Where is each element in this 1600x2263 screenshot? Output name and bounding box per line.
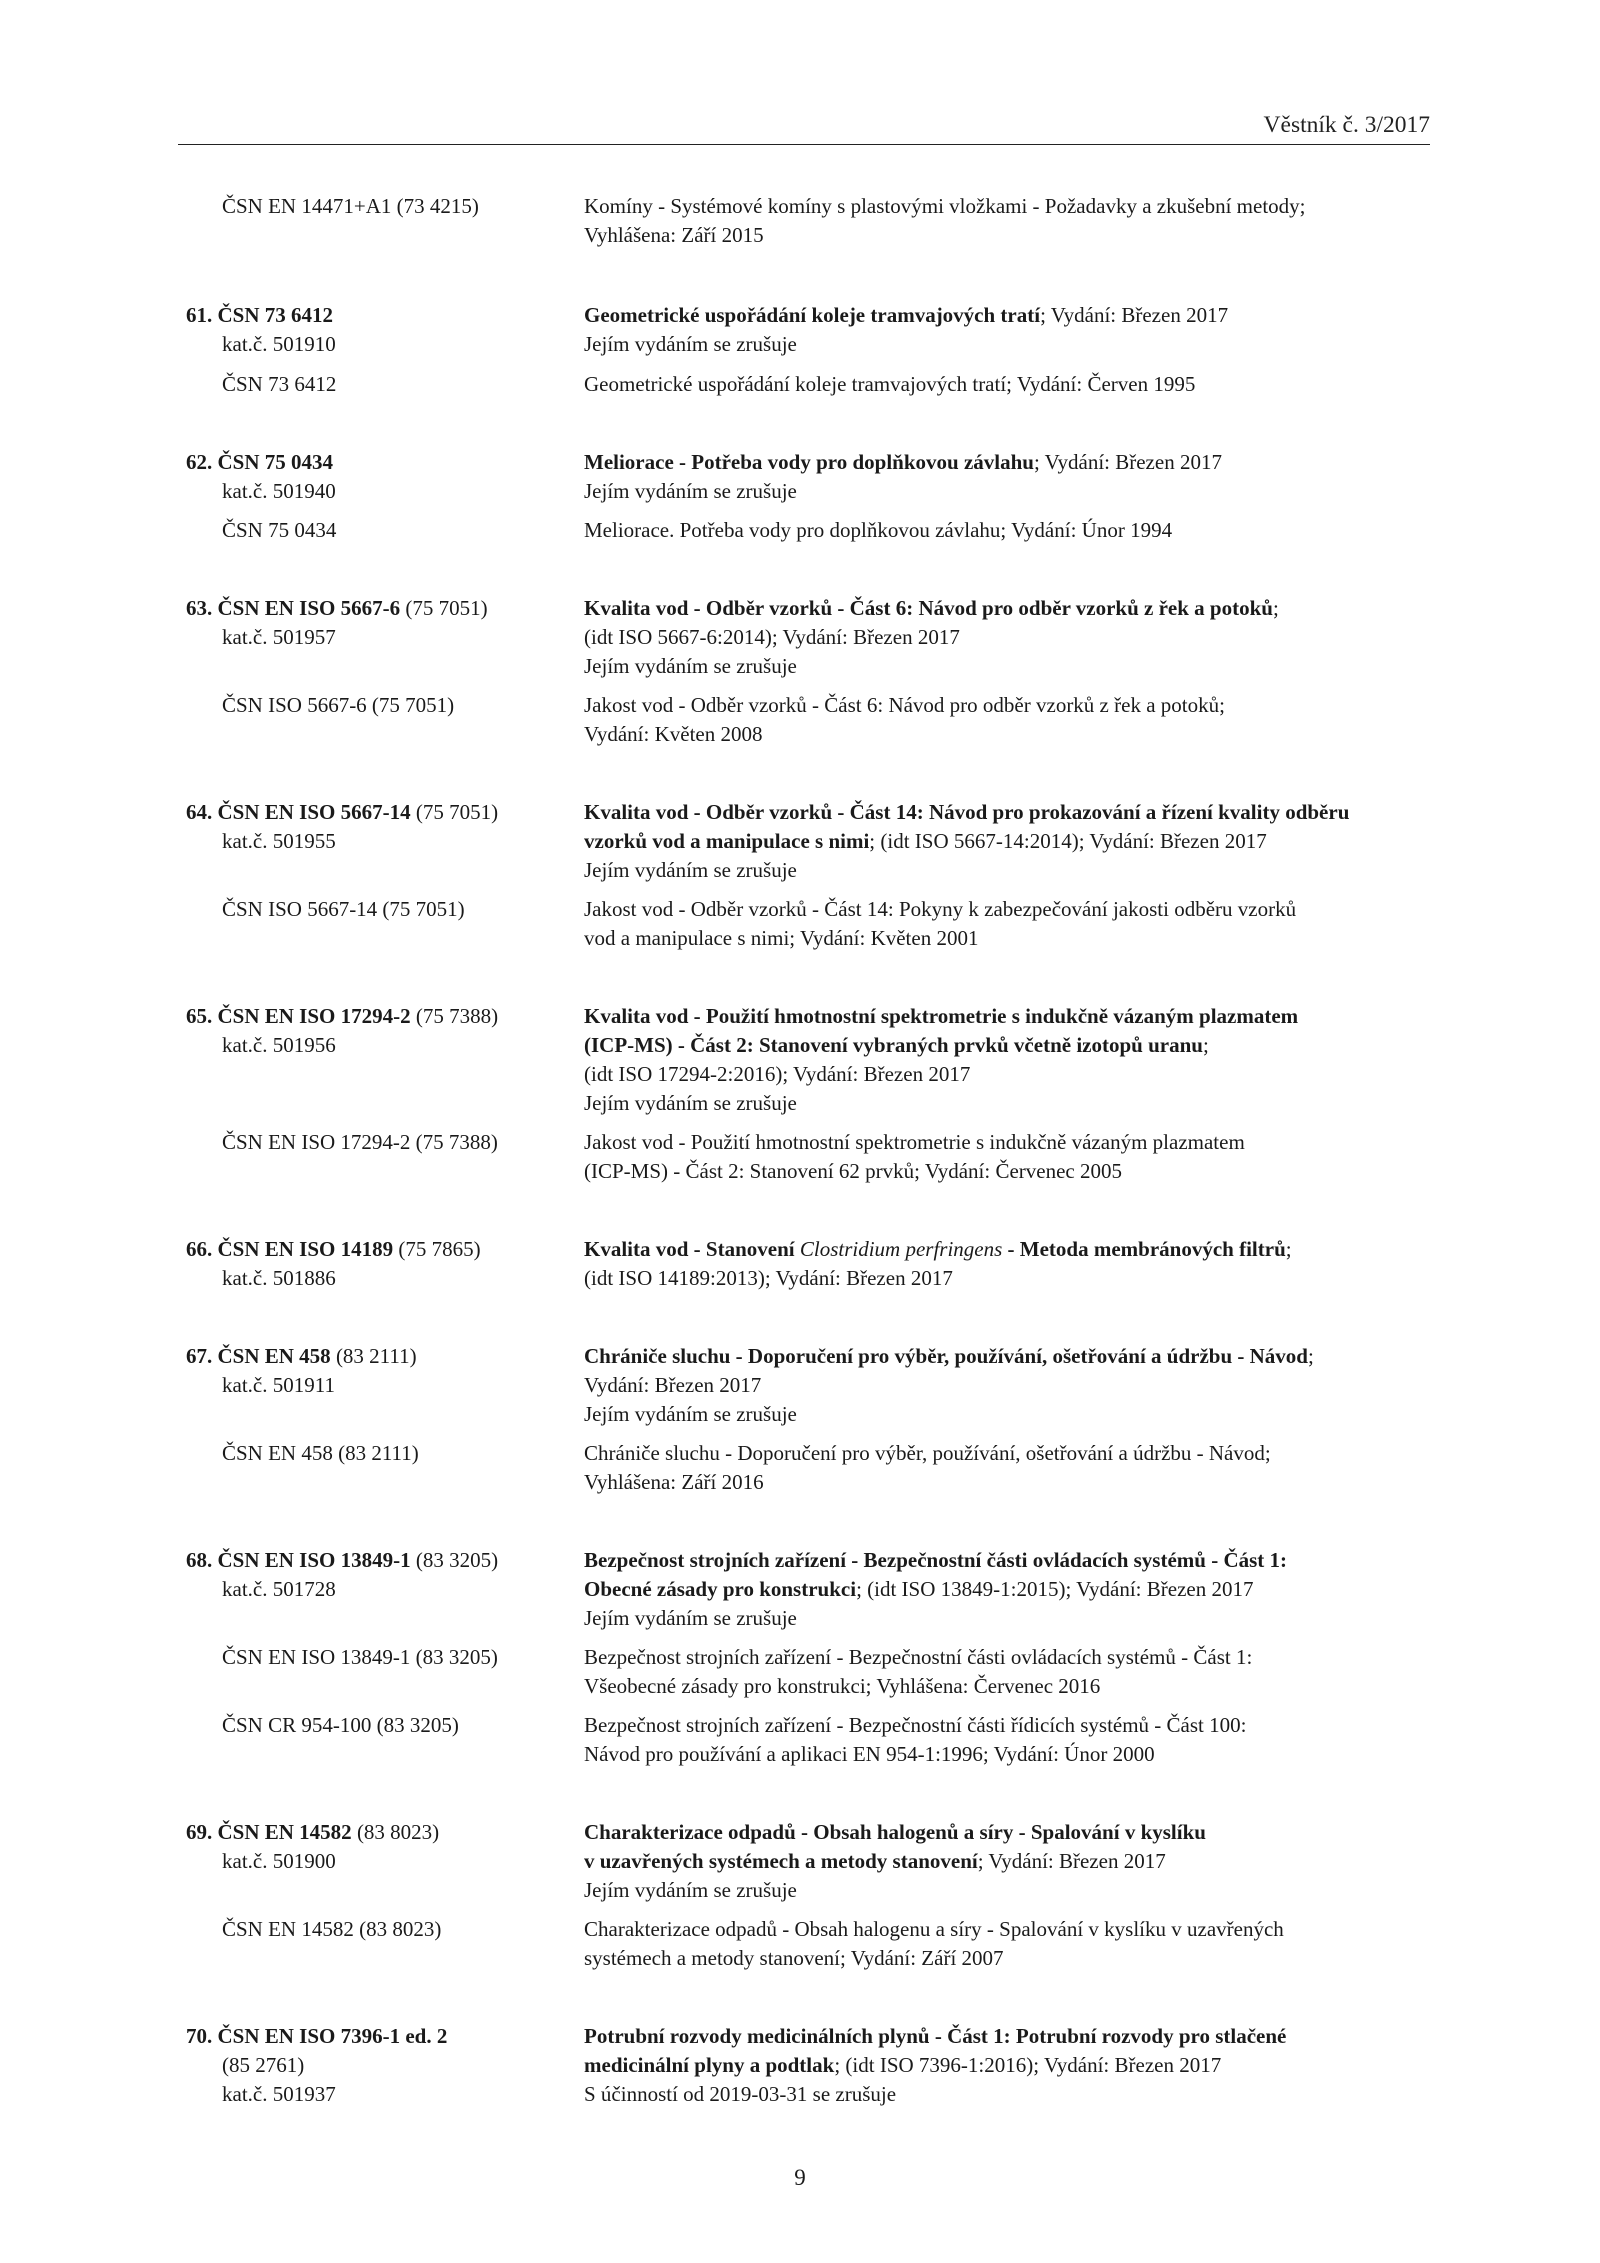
text-segment: (75 7388) xyxy=(410,1004,499,1028)
standard-code xyxy=(222,827,336,856)
text-segment: kat.č. 501728 xyxy=(222,1577,336,1601)
text-segment: 64. ČSN EN ISO 5667-14 xyxy=(186,800,411,824)
standard-number xyxy=(186,448,333,477)
standard-description-line xyxy=(584,856,797,885)
text-segment: Jejím vydáním se zrušuje xyxy=(584,479,797,503)
standard-description-line xyxy=(584,1371,761,1400)
standard-description-line xyxy=(584,827,1267,856)
text-segment: Bezpečnost strojních zařízení - Bezpečnostní části ovládacích systémů - Část 1: xyxy=(584,1645,1253,1669)
standard-description-line xyxy=(584,1157,1122,1186)
standard-code xyxy=(222,1031,336,1060)
text-segment: Jejím vydáním se zrušuje xyxy=(584,654,797,678)
text-segment: (75 7865) xyxy=(393,1237,481,1261)
text-segment: Jejím vydáním se zrušuje xyxy=(584,1878,797,1902)
standard-description-line xyxy=(584,594,1279,623)
text-segment: ČSN EN 458 (83 2111) xyxy=(222,1441,419,1465)
text-segment: ČSN EN 14471+A1 (73 4215) xyxy=(222,194,479,218)
standard-number xyxy=(186,1002,498,1031)
standard-code xyxy=(222,1643,498,1672)
standard-code xyxy=(222,1575,336,1604)
text-segment: Kvalita vod - Odběr vzorků - Část 14: Návod pro prokazování a řízení kvality odběru xyxy=(584,800,1350,824)
text-segment: (83 2111) xyxy=(330,1344,417,1368)
text-segment: v uzavřených systémech a metody stanovení xyxy=(584,1849,978,1873)
standard-code xyxy=(222,2080,336,2109)
standard-description-line xyxy=(584,924,978,953)
standard-description-line xyxy=(584,1468,764,1497)
text-segment: ; (idt ISO 5667-14:2014); Vydání: Březen 2017 xyxy=(869,829,1267,853)
standard-description-line xyxy=(584,2051,1221,2080)
standard-description-line xyxy=(584,1128,1245,1157)
text-segment: ; (idt ISO 13849-1:2015); Vydání: Březen 2017 xyxy=(856,1577,1254,1601)
standard-description-line xyxy=(584,192,1306,221)
standard-code xyxy=(222,1915,441,1944)
standard-description-line xyxy=(584,1944,1004,1973)
text-segment: Komíny - Systémové komíny s plastovými vložkami - Požadavky a zkušební metody; xyxy=(584,194,1306,218)
text-segment: kat.č. 501956 xyxy=(222,1033,336,1057)
text-segment: systémech a metody stanovení; Vydání: Září 2007 xyxy=(584,1946,1004,1970)
standard-description-line xyxy=(584,2080,896,2109)
text-segment: ČSN ISO 5667-14 (75 7051) xyxy=(222,897,465,921)
text-segment: ; xyxy=(1272,596,1279,620)
standard-number xyxy=(186,1546,498,1575)
standard-code xyxy=(222,2051,304,2080)
standard-description-line xyxy=(584,221,764,250)
text-segment: (idt ISO 5667-6:2014); Vydání: Březen 2017 xyxy=(584,625,960,649)
standard-description-line xyxy=(584,1575,1253,1604)
text-segment: Meliorace. Potřeba vody pro doplňkovou závlahu; Vydání: Únor 1994 xyxy=(584,518,1173,542)
text-segment: Jejím vydáním se zrušuje xyxy=(584,332,797,356)
standard-description-line xyxy=(584,2022,1286,2051)
text-segment: ČSN 75 0434 xyxy=(222,518,337,542)
text-segment: ; Vydání: Březen 2017 xyxy=(1040,303,1229,327)
page-number: 9 xyxy=(794,2165,806,2190)
text-segment: Jakost vod - Použití hmotnostní spektrometrie s indukčně vázaným plazmatem xyxy=(584,1130,1245,1154)
text-segment: Vydání: Březen 2017 xyxy=(584,1373,762,1397)
standard-code xyxy=(222,895,465,924)
text-segment: Meliorace - Potřeba vody pro doplňkovou závlahu xyxy=(584,450,1034,474)
standard-description-line xyxy=(584,652,797,681)
text-segment: (83 8023) xyxy=(351,1820,440,1844)
text-segment: Geometrické uspořádání koleje tramvajových tratí xyxy=(584,303,1041,327)
text-segment: Všeobecné zásady pro konstrukci; Vyhlášena: Červenec 2016 xyxy=(584,1674,1101,1698)
standard-description-line xyxy=(584,1711,1246,1740)
standard-description-line xyxy=(584,1915,1284,1944)
standard-code xyxy=(222,691,454,720)
standard-description-line xyxy=(584,1060,970,1089)
text-segment: Potrubní rozvody medicinálních plynů - Část 1: Potrubní rozvody pro stlačené xyxy=(584,2024,1287,2048)
standard-code xyxy=(222,330,336,359)
text-segment: kat.č. 501911 xyxy=(222,1373,335,1397)
text-segment: (idt ISO 14189:2013); Vydání: Březen 2017 xyxy=(584,1266,953,1290)
text-segment: ČSN EN 14582 (83 8023) xyxy=(222,1917,442,1941)
text-segment: Charakterizace odpadů - Obsah halogenu a síry - Spalování v kyslíku v uzavřených xyxy=(584,1917,1284,1941)
text-segment: Clostridium perfringens xyxy=(799,1237,1003,1261)
standard-description-line xyxy=(584,330,797,359)
standard-description-line xyxy=(584,798,1349,827)
text-segment: Obecné zásady pro konstrukci xyxy=(584,1577,857,1601)
text-segment: Návod pro používání a aplikaci EN 954-1:1996; Vydání: Únor 2000 xyxy=(584,1742,1155,1766)
text-segment: Charakterizace odpadů - Obsah halogenů a síry - Spalování v kyslíku xyxy=(584,1820,1206,1844)
text-segment: - Metoda membránových filtrů xyxy=(1002,1237,1286,1261)
standard-description-line xyxy=(584,1400,797,1429)
text-segment: Vyhlášena: Září 2015 xyxy=(584,223,764,247)
text-segment: ; Vydání: Březen 2017 xyxy=(977,1849,1166,1873)
standard-description-line xyxy=(584,1876,797,1905)
standard-description-line xyxy=(584,301,1228,330)
text-segment: (85 2761) xyxy=(222,2053,305,2077)
text-segment: (75 7051) xyxy=(410,800,499,824)
standard-description-line xyxy=(584,1439,1271,1468)
text-segment: ; Vydání: Březen 2017 xyxy=(1033,450,1222,474)
text-segment: (ICP-MS) - Část 2: Stanovení 62 prvků; Vydání: Červenec 2005 xyxy=(584,1159,1122,1183)
standard-code xyxy=(222,1847,336,1876)
standard-code xyxy=(222,1264,336,1293)
text-segment: (idt ISO 17294-2:2016); Vydání: Březen 2017 xyxy=(584,1062,971,1086)
standard-number xyxy=(186,2022,447,2051)
text-segment: 70. ČSN EN ISO 7396-1 ed. 2 xyxy=(186,2024,448,2048)
text-segment: kat.č. 501937 xyxy=(222,2082,336,2106)
text-segment: medicinální plyny a podtlak xyxy=(584,2053,835,2077)
standard-code xyxy=(222,192,479,221)
standard-number xyxy=(186,798,498,827)
text-segment: ČSN 73 6412 xyxy=(222,372,337,396)
standard-code xyxy=(222,1711,459,1740)
standard-description-line xyxy=(584,895,1296,924)
standard-description-line xyxy=(584,477,797,506)
text-segment: Kvalita vod - Odběr vzorků - Část 6: Návod pro odběr vzorků z řek a potoků xyxy=(584,596,1273,620)
text-segment: (75 7051) xyxy=(400,596,488,620)
standard-description-line xyxy=(584,720,762,749)
text-segment: vzorků vod a manipulace s nimi xyxy=(584,829,870,853)
standard-code xyxy=(222,370,336,399)
text-segment: 63. ČSN EN ISO 5667-6 xyxy=(186,596,401,620)
standard-description-line xyxy=(584,1031,1209,1060)
standard-number xyxy=(186,1235,481,1264)
text-segment: Jakost vod - Odběr vzorků - Část 6: Návod pro odběr vzorků z řek a potoků; xyxy=(584,693,1225,717)
standard-code xyxy=(222,623,336,652)
standard-description-line xyxy=(584,1672,1100,1701)
text-segment: vod a manipulace s nimi; Vydání: Květen 2001 xyxy=(584,926,979,950)
text-segment: kat.č. 501957 xyxy=(222,625,336,649)
text-segment: 66. ČSN EN ISO 14189 xyxy=(186,1237,394,1261)
text-segment: Bezpečnost strojních zařízení - Bezpečnostní části ovládacích systémů - Část 1: xyxy=(584,1548,1288,1572)
text-segment: Vydání: Květen 2008 xyxy=(584,722,763,746)
text-segment: Jejím vydáním se zrušuje xyxy=(584,1091,797,1115)
standard-description-line xyxy=(584,1546,1287,1575)
standard-description-line xyxy=(584,1643,1252,1672)
text-segment: Jakost vod - Odběr vzorků - Část 14: Pokyny k zabezpečování jakosti odběru vzorků xyxy=(584,897,1297,921)
standard-number xyxy=(186,594,488,623)
standard-description-line xyxy=(584,1604,797,1633)
text-segment: Kvalita vod - Použití hmotnostní spektrometrie s indukčně vázaným plazmatem xyxy=(584,1004,1299,1028)
text-segment: Jejím vydáním se zrušuje xyxy=(584,1402,797,1426)
text-segment: Chrániče sluchu - Doporučení pro výběr, používání, ošetřování a údržbu - Návod; xyxy=(584,1441,1271,1465)
text-segment: ČSN ISO 5667-6 (75 7051) xyxy=(222,693,455,717)
text-segment: 62. ČSN 75 0434 xyxy=(186,450,334,474)
text-segment: ; xyxy=(1308,1344,1314,1368)
standard-description-line xyxy=(584,448,1222,477)
text-segment: ; xyxy=(1285,1237,1292,1261)
text-segment: Kvalita vod - Stanovení xyxy=(584,1237,800,1261)
standard-number xyxy=(186,301,333,330)
text-segment: kat.č. 501886 xyxy=(222,1266,336,1290)
standard-description-line xyxy=(584,1089,797,1118)
text-segment: ; (idt ISO 7396-1:2016); Vydání: Březen 2017 xyxy=(834,2053,1222,2077)
standard-description-line xyxy=(584,516,1172,545)
standard-code xyxy=(222,1128,498,1157)
text-segment: kat.č. 501900 xyxy=(222,1849,336,1873)
text-segment: 67. ČSN EN 458 xyxy=(186,1344,331,1368)
standard-description-line xyxy=(584,1342,1314,1371)
standard-code xyxy=(222,1439,419,1468)
standard-code xyxy=(222,477,336,506)
text-segment: S účinností od 2019-03-31 se zrušuje xyxy=(584,2082,897,2106)
text-segment: (ICP-MS) - Část 2: Stanovení vybraných prvků včetně izotopů uranu xyxy=(584,1033,1203,1057)
standard-description-line xyxy=(584,1847,1166,1876)
text-segment: Bezpečnost strojních zařízení - Bezpečnostní části řídicích systémů - Část 100: xyxy=(584,1713,1247,1737)
standard-code xyxy=(222,516,336,545)
standard-number xyxy=(186,1818,439,1847)
standard-description-line xyxy=(584,1818,1206,1847)
text-segment: 69. ČSN EN 14582 xyxy=(186,1820,352,1844)
text-segment: Jejím vydáním se zrušuje xyxy=(584,858,797,882)
text-segment: ; xyxy=(1202,1033,1209,1057)
standard-description-line xyxy=(584,1235,1292,1264)
text-segment: kat.č. 501955 xyxy=(222,829,336,853)
text-segment: (83 3205) xyxy=(410,1548,499,1572)
standard-description-line xyxy=(584,1002,1298,1031)
text-segment: Jejím vydáním se zrušuje xyxy=(584,1606,797,1630)
text-segment: kat.č. 501940 xyxy=(222,479,336,503)
text-segment: Vyhlášena: Září 2016 xyxy=(584,1470,764,1494)
text-segment: ČSN EN ISO 13849-1 (83 3205) xyxy=(222,1645,498,1669)
text-segment: Chrániče sluchu - Doporučení pro výběr, používání, ošetřování a údržbu - Návod xyxy=(584,1344,1308,1368)
text-segment: 65. ČSN EN ISO 17294-2 xyxy=(186,1004,411,1028)
standard-description-line xyxy=(584,1740,1155,1769)
text-segment: ČSN CR 954-100 (83 3205) xyxy=(222,1713,459,1737)
text-segment: kat.č. 501910 xyxy=(222,332,336,356)
standard-code xyxy=(222,1371,335,1400)
text-segment: Geometrické uspořádání koleje tramvajových tratí; Vydání: Červen 1995 xyxy=(584,372,1196,396)
text-segment: ČSN EN ISO 17294-2 (75 7388) xyxy=(222,1130,498,1154)
text-segment: 61. ČSN 73 6412 xyxy=(186,303,334,327)
standard-description-line xyxy=(584,370,1195,399)
standard-number xyxy=(186,1342,417,1371)
header-title: Věstník č. 3/2017 xyxy=(1263,112,1430,138)
standard-description-line xyxy=(584,691,1225,720)
standard-description-line xyxy=(584,1264,953,1293)
text-segment: 68. ČSN EN ISO 13849-1 xyxy=(186,1548,411,1572)
standard-description-line xyxy=(584,623,960,652)
